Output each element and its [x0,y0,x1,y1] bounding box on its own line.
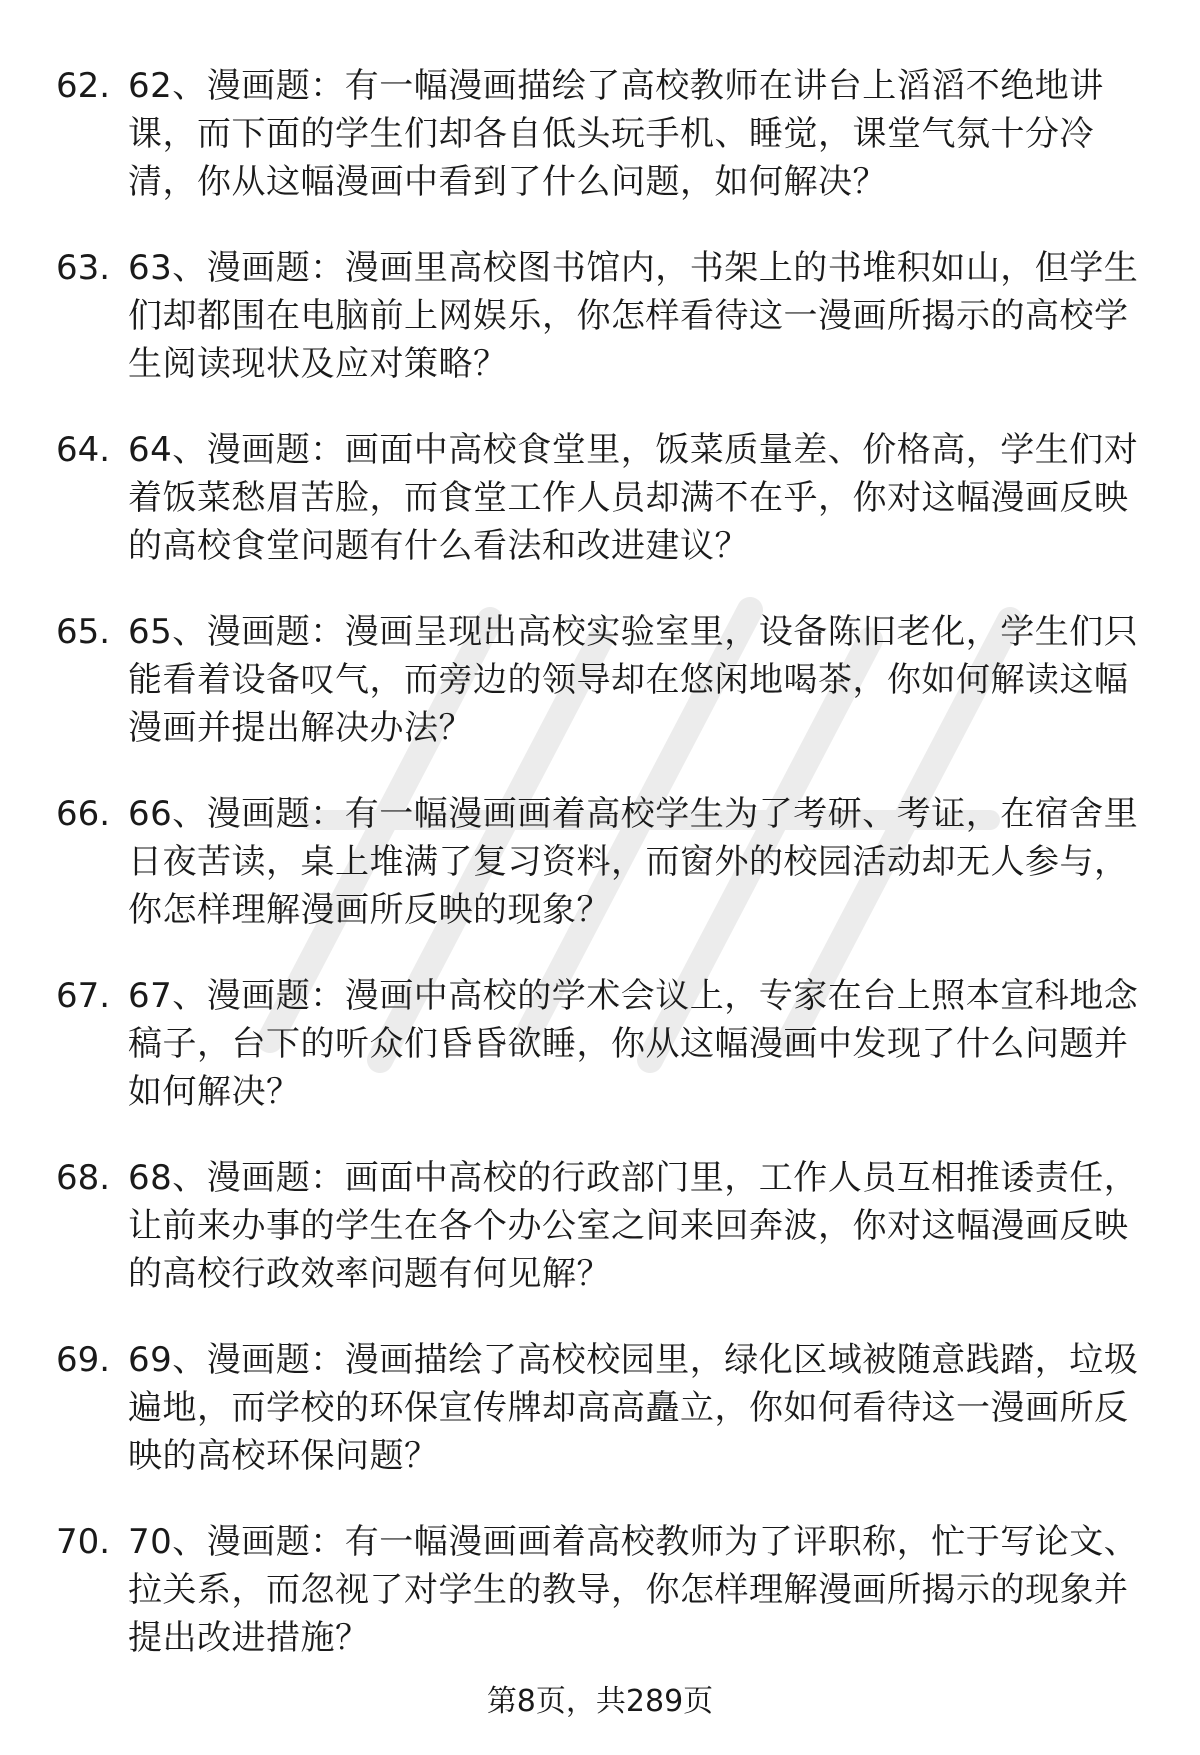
question-list [56,62,1146,1700]
question-item [56,1518,1146,1662]
question-item [56,1154,1146,1298]
question-number: 70. [56,1522,111,1562]
question-text: 64、漫画题：画面中高校食堂里，饭菜质量差、价格高，学生们对着饭菜愁眉苦脸，而食堂工作人员却满不在乎，你对这幅漫画反映的高校食堂问题有什么看法和改进建议？ [128,430,1139,566]
question-text: 63、漫画题：漫画里高校图书馆内，书架上的书堆积如山，但学生们却都围在电脑前上网娱乐，你怎样看待这一漫画所揭示的高校学生阅读现状及应对策略？ [128,248,1139,384]
question-text: 65、漫画题：漫画呈现出高校实验室里，设备陈旧老化，学生们只能看着设备叹气，而旁边的领导却在悠闲地喝茶，你如何解读这幅漫画并提出解决办法？ [128,612,1139,748]
question-text: 69、漫画题：漫画描绘了高校校园里，绿化区域被随意践踏，垃圾遍地，而学校的环保宣传牌却高高矗立，你如何看待这一漫画所反映的高校环保问题？ [128,1340,1139,1476]
question-item [56,608,1146,752]
question-text: 62、漫画题：有一幅漫画描绘了高校教师在讲台上滔滔不绝地讲课，而下面的学生们却各自低头玩手机、睡觉，课堂气氛十分冷清，你从这幅漫画中看到了什么问题，如何解决？ [128,66,1104,202]
question-text: 67、漫画题：漫画中高校的学术会议上，专家在台上照本宣科地念稿子，台下的听众们昏昏欲睡，你从这幅漫画中发现了什么问题并如何解决？ [128,976,1139,1112]
question-item [56,62,1146,206]
question-number: 62. [56,66,111,106]
question-number: 63. [56,248,111,288]
question-number: 67. [56,976,111,1016]
question-number: 69. [56,1340,111,1380]
question-text: 70、漫画题：有一幅漫画画着高校教师为了评职称，忙于写论文、拉关系，而忽视了对学生的教导，你怎样理解漫画所揭示的现象并提出改进措施？ [128,1522,1139,1658]
question-number: 66. [56,794,111,834]
question-item [56,426,1146,570]
question-number: 68. [56,1158,111,1198]
question-item [56,790,1146,934]
question-item [56,1336,1146,1480]
question-item [56,972,1146,1116]
question-text: 66、漫画题：有一幅漫画画着高校学生为了考研、考证，在宿舍里日夜苦读，桌上堆满了复习资料，而窗外的校园活动却无人参与，你怎样理解漫画所反映的现象？ [128,794,1139,930]
page-number-footer: 第8页，共289页 [486,1684,714,1719]
question-item [56,244,1146,388]
question-number: 64. [56,430,111,470]
question-text: 68、漫画题：画面中高校的行政部门里，工作人员互相推诿责任，让前来办事的学生在各个办公室之间来回奔波，你对这幅漫画反映的高校行政效率问题有何见解？ [128,1158,1139,1294]
question-number: 65. [56,612,111,652]
